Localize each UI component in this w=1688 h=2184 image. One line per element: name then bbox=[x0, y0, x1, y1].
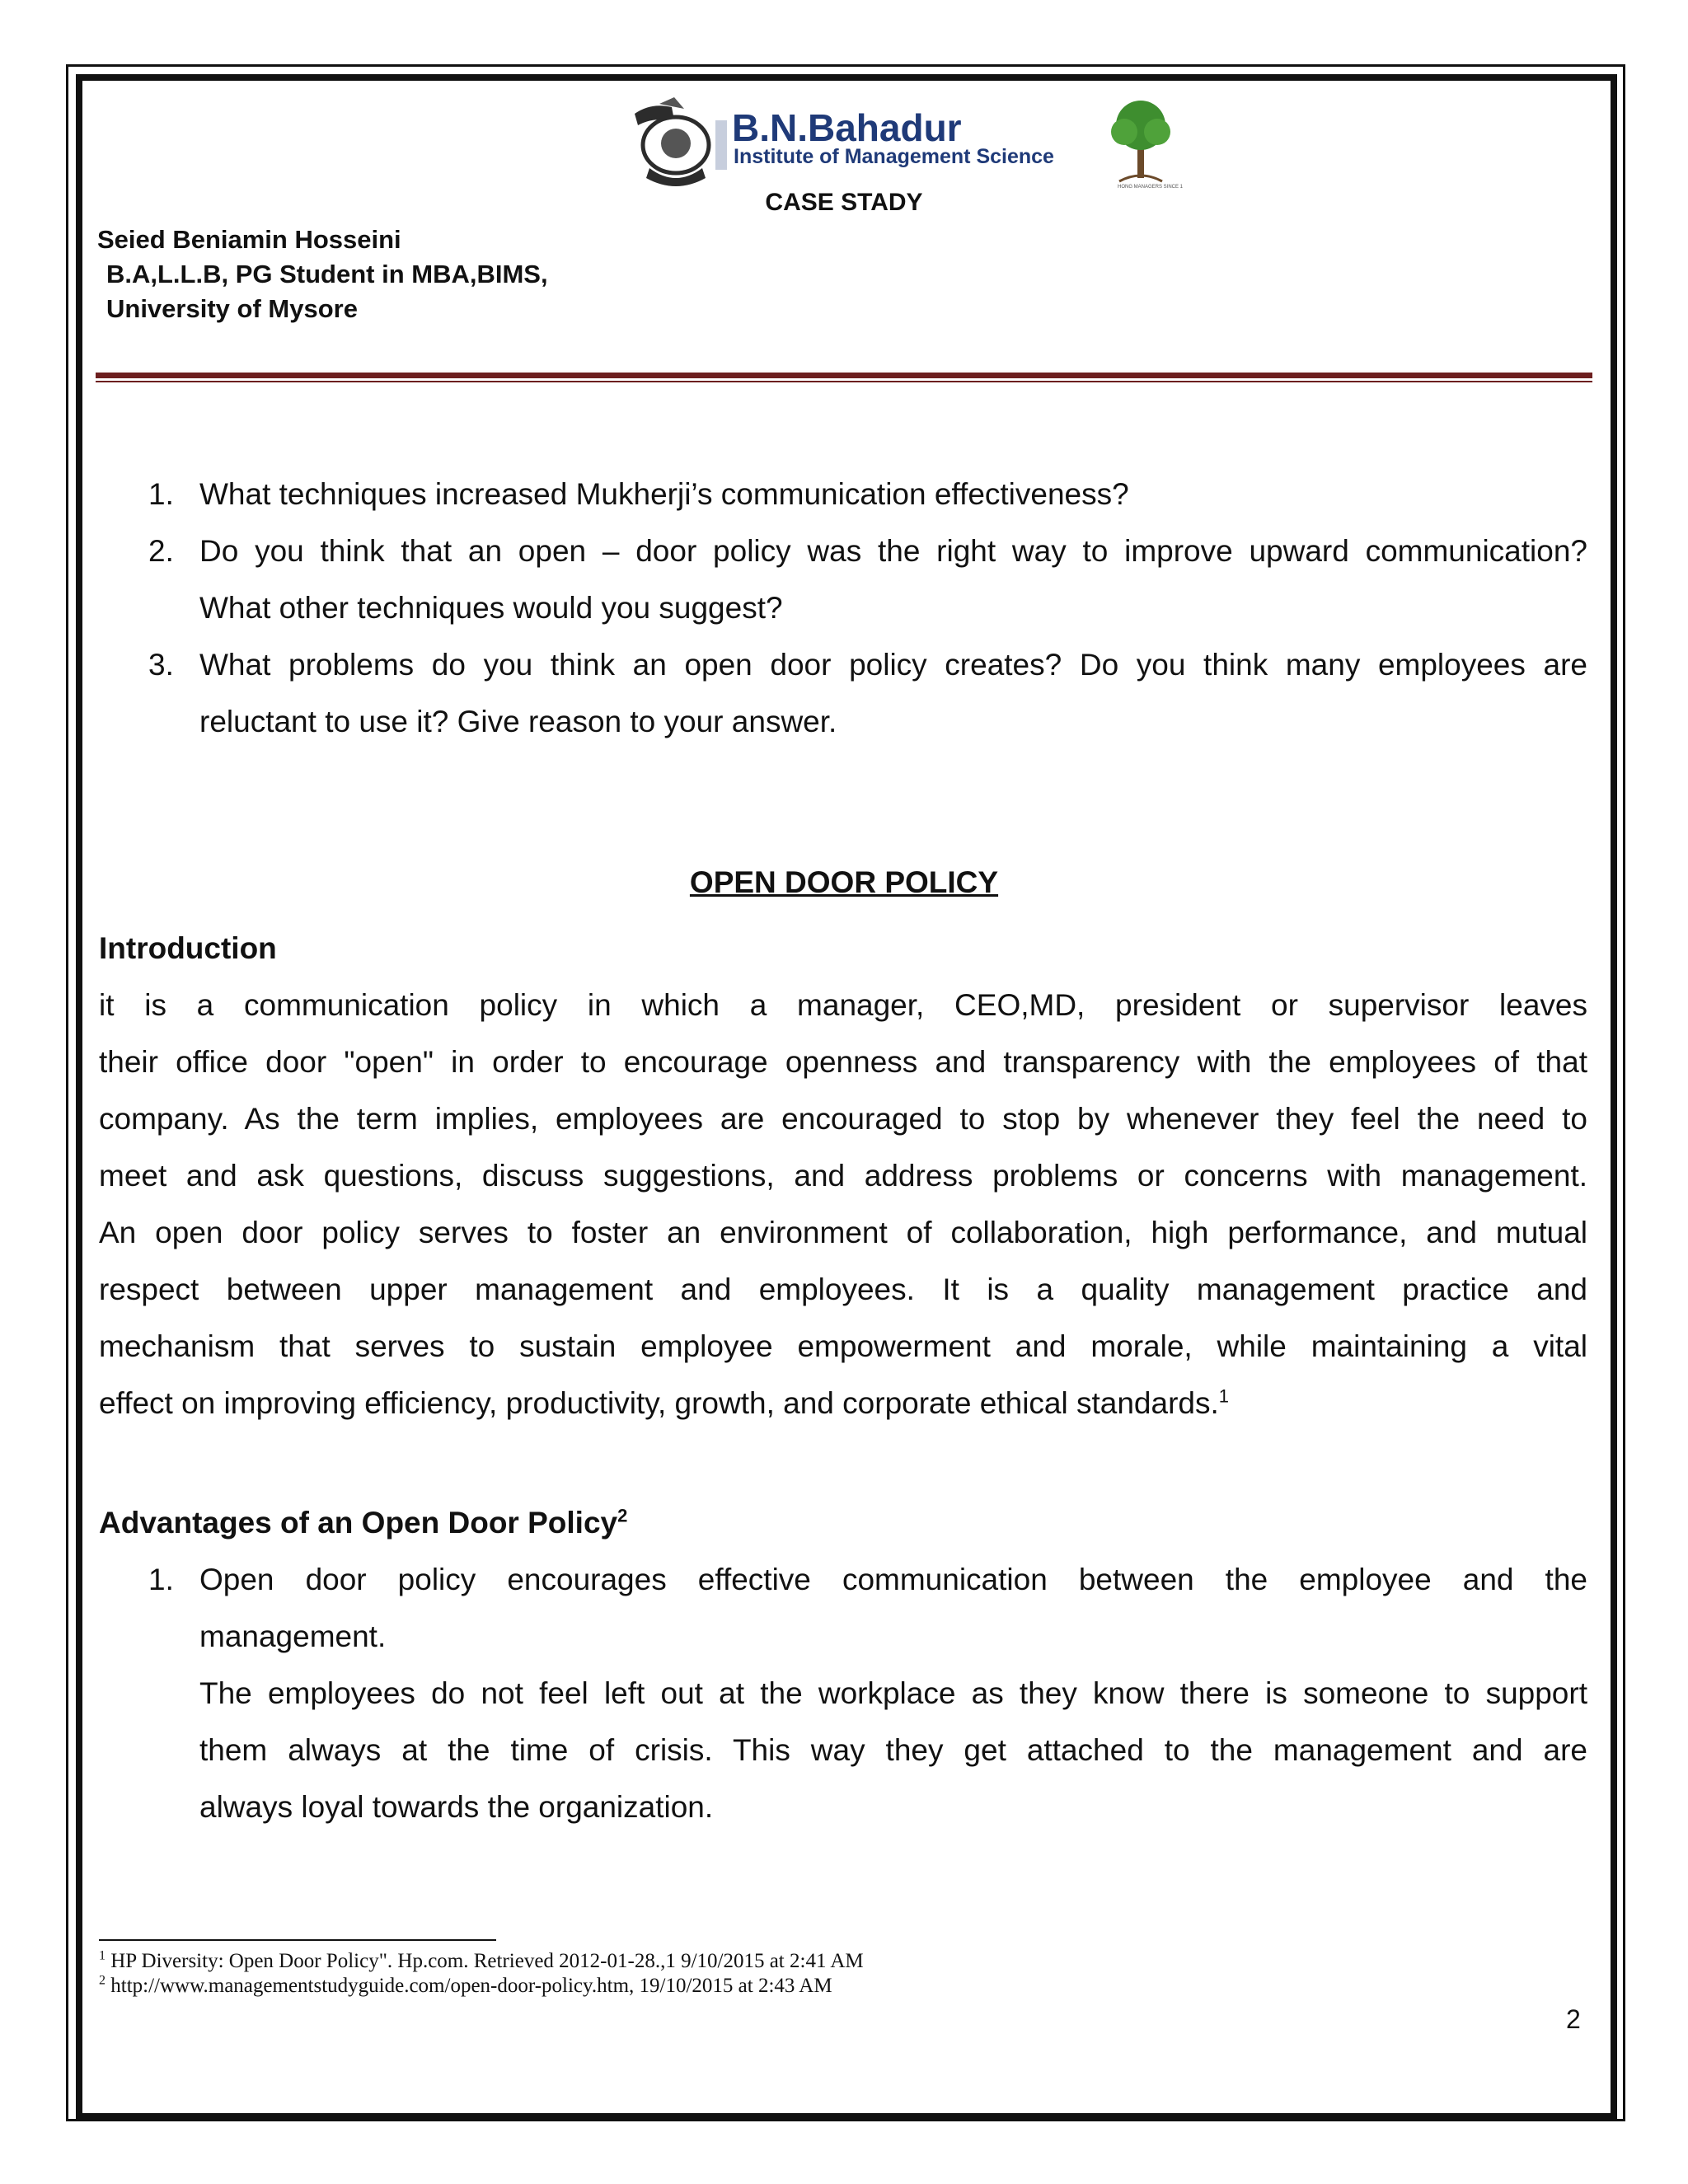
introduction-heading: Introduction bbox=[99, 931, 277, 965]
advantage-line: Open door policy encourages effective communication between the employee and the bbox=[199, 1563, 1587, 1596]
paragraph-line: meet and ask questions, discuss suggestions, and address problems or concerns with management. bbox=[99, 1159, 1587, 1193]
advantage-line: always loyal towards the organization. bbox=[199, 1790, 714, 1824]
list-number: 2. bbox=[148, 534, 174, 568]
author-name: Seied Beniamin Hosseini bbox=[97, 225, 401, 254]
footnote-divider bbox=[99, 1939, 496, 1941]
page-number: 2 bbox=[1566, 2004, 1581, 2034]
question-list bbox=[99, 466, 1587, 750]
paragraph-line: respect between upper management and employees. It is a quality management practice and bbox=[99, 1272, 1587, 1306]
author-university: University of Mysore bbox=[106, 294, 358, 323]
advantage-line: them always at the time of crisis. This way they get attached to the management and are bbox=[199, 1733, 1587, 1767]
advantage-line: The employees do not feel left out at the workplace as they know there is someone to support bbox=[199, 1676, 1587, 1710]
footnote-ref[interactable]: 2 bbox=[617, 1505, 628, 1526]
document-header-title: CASE STADY bbox=[765, 189, 923, 216]
footnote-link[interactable]: http://www.managementstudyguide.com/open-door-policy.htm, 19/10/2015 at 2:43 AM bbox=[110, 1975, 832, 1997]
question-line: Do you think that an open – door policy was the right way to improve upward communication? bbox=[199, 534, 1587, 568]
paragraph-line: it is a communication policy in which a manager, CEO,MD, president or supervisor leaves bbox=[99, 988, 1587, 1022]
paragraph-line: mechanism that serves to sustain employee empowerment and morale, while maintaining a vital bbox=[99, 1329, 1587, 1363]
question-line: What other techniques would you suggest? bbox=[199, 591, 783, 625]
paragraph-line: company. As the term implies, employees are encouraged to stop by whenever they feel the need to bbox=[99, 1102, 1587, 1136]
list-number: 1. bbox=[148, 1563, 174, 1596]
footnote-number: 2 bbox=[99, 1973, 106, 1988]
advantages-list bbox=[99, 1551, 1587, 1835]
list-item bbox=[99, 466, 1587, 523]
list-number: 3. bbox=[148, 648, 174, 682]
author-block bbox=[97, 223, 548, 326]
list-item bbox=[99, 1551, 1587, 1835]
paragraph-line bbox=[99, 1375, 1587, 1432]
question-line: What problems do you think an open door policy creates? Do you think many employees are bbox=[199, 648, 1587, 682]
question-line: What techniques increased Mukherji’s communication effectiveness? bbox=[199, 477, 1129, 511]
paragraph-line-text: effect on improving efficiency, productivity, growth, and corporate ethical standards. bbox=[99, 1386, 1219, 1420]
footnote-number: 1 bbox=[99, 1948, 106, 1963]
paragraph-line: their office door "open" in order to encourage openness and transparency with the employees of that bbox=[99, 1045, 1587, 1079]
author-degree: B.A,L.L.B, PG Student in MBA,BIMS, bbox=[106, 260, 548, 288]
question-line: reluctant to use it? Give reason to your answer. bbox=[199, 705, 837, 738]
institute-logo bbox=[626, 96, 1228, 190]
footnote-ref[interactable]: 1 bbox=[1218, 1385, 1230, 1407]
advantage-line: management. bbox=[199, 1619, 387, 1653]
paragraph-line: An open door policy serves to foster an environment of collaboration, high performance, and mutual bbox=[99, 1216, 1587, 1249]
header-divider bbox=[96, 373, 1592, 378]
footnotes bbox=[99, 1949, 864, 1999]
advantages-heading bbox=[99, 1494, 1587, 1551]
list-item bbox=[99, 636, 1587, 750]
list-item bbox=[99, 523, 1587, 636]
introduction-paragraph bbox=[99, 977, 1587, 1432]
list-number: 1. bbox=[148, 477, 174, 511]
tree-icon bbox=[1111, 101, 1170, 181]
crest-icon bbox=[635, 97, 709, 186]
header-divider-thin bbox=[96, 381, 1592, 382]
logo-band bbox=[715, 120, 727, 170]
footnote-item bbox=[99, 1974, 864, 1999]
footnote-text: HP Diversity: Open Door Policy". Hp.com. Retrieved 2012-01-28.,1 9/10/2015 at 2:41 AM bbox=[110, 1950, 864, 1972]
logo-tagline: HONG MANAGERS SINCE 1 bbox=[1118, 185, 1184, 190]
logo-subtitle: Institute of Management Science bbox=[734, 145, 1054, 168]
footnote-item bbox=[99, 1949, 864, 1974]
section-title: OPEN DOOR POLICY bbox=[689, 865, 999, 899]
logo-name: B.N.Bahadur bbox=[732, 106, 962, 149]
advantages-heading-text: Advantages of an Open Door Policy bbox=[99, 1506, 618, 1540]
